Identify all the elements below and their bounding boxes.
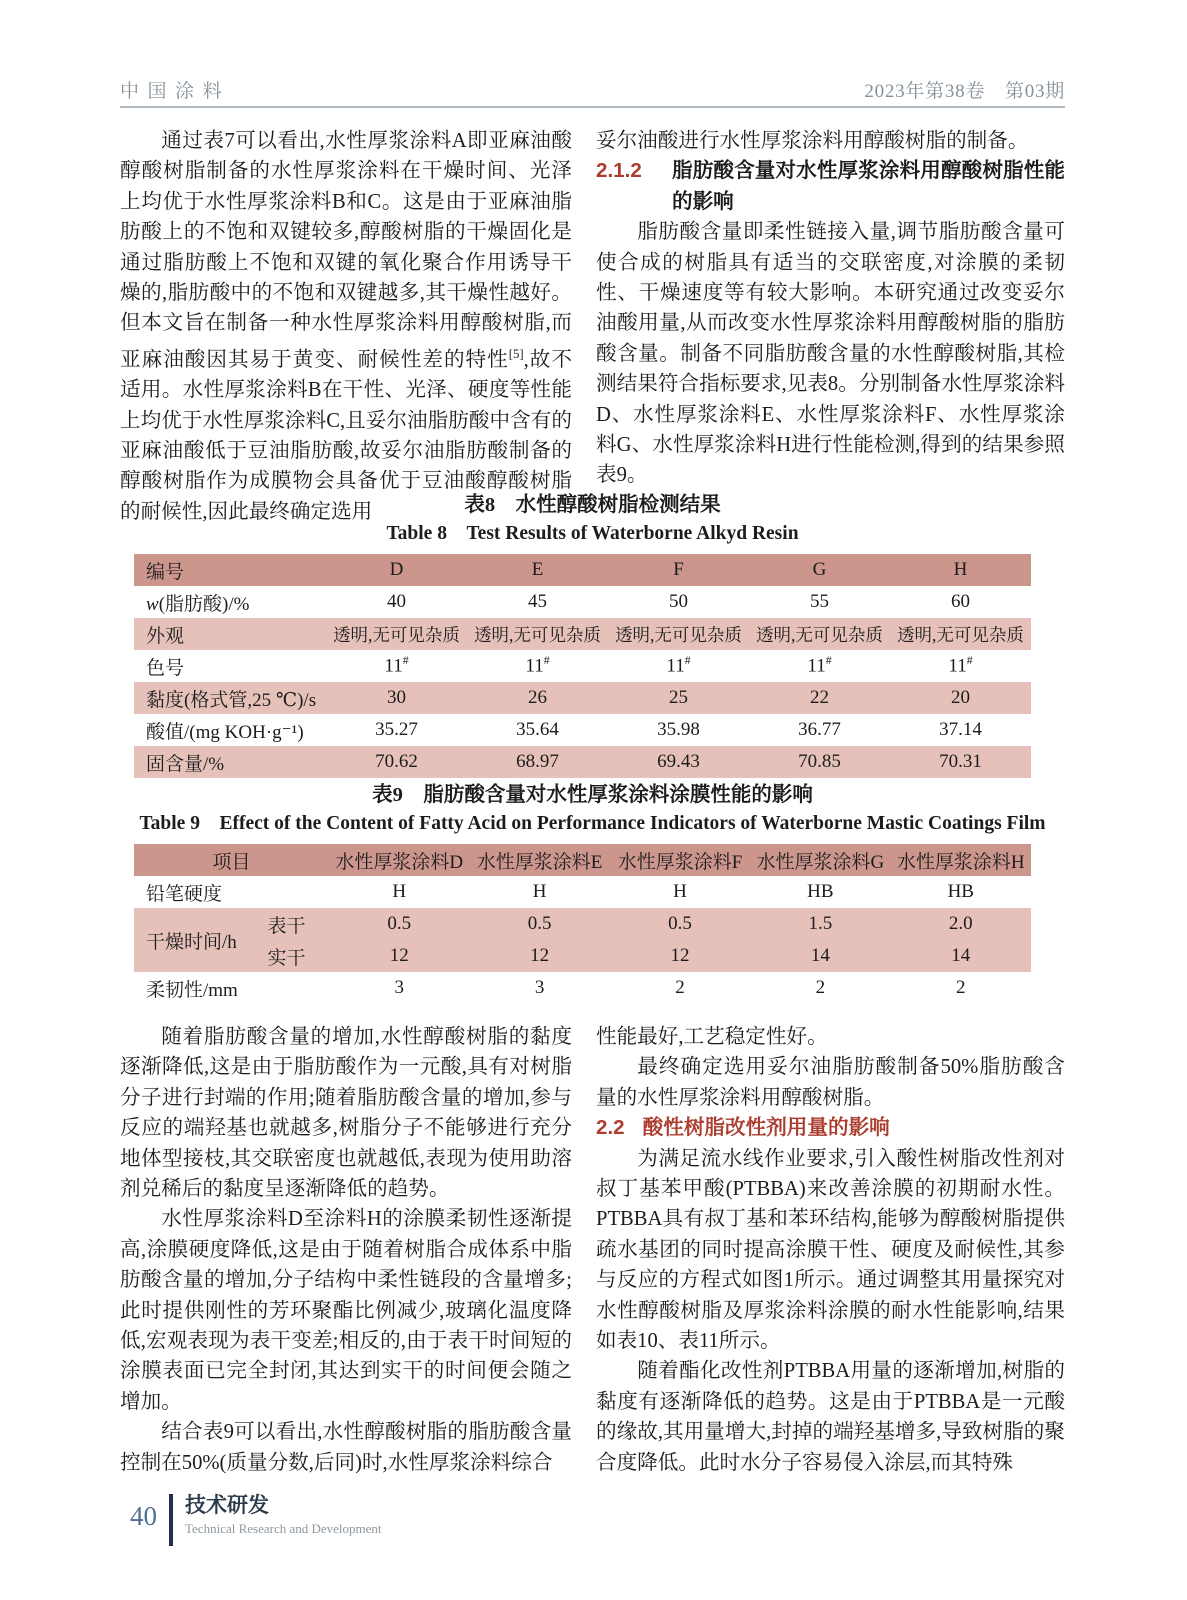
- table-cell: 70.31: [939, 751, 982, 772]
- table-row: [134, 908, 1031, 940]
- table-cell: 1.5: [808, 913, 833, 934]
- table-row: [134, 714, 1031, 746]
- table-cell: 69.43: [657, 751, 700, 772]
- table-cell: 45: [528, 591, 547, 612]
- footer-section-cn: 技术研发: [185, 1493, 269, 1517]
- table-cell: 透明,无可见杂质: [615, 624, 742, 645]
- column-header: 水性厚浆涂料F: [617, 851, 743, 873]
- table-cell: 11#: [807, 654, 832, 677]
- table-cell: 35.98: [657, 719, 700, 740]
- section-number: 2.1.2: [596, 159, 642, 183]
- table-cell: H: [532, 881, 547, 902]
- sub-row-label: 表干: [267, 915, 306, 937]
- table-cell: 35.64: [516, 719, 559, 740]
- paragraph: 妥尔油酸进行水性厚浆涂料用醇酸树脂的制备。: [596, 130, 1029, 152]
- row-label: w(脂肪酸)/%: [146, 593, 250, 615]
- table-cell: 11#: [384, 654, 409, 677]
- row-label: 干燥时间/h: [146, 931, 237, 953]
- page-number: 40: [130, 1501, 157, 1531]
- row-label: 外观: [146, 625, 185, 647]
- paragraph: [120, 126, 572, 527]
- table8-section: [120, 492, 1065, 778]
- column-header: 项目: [212, 851, 251, 873]
- paragraph: 为满足流水线作业要求,引入酸性树脂改性剂对叔丁基苯甲酸(PTBBA)来改善涂膜的初期耐水性。PTBBA具有叔丁基和苯环结构,能够为醇酸树脂提供疏水基团的同时提高涂膜干性、硬度及耐候性,其参与反应的方程式如图1所示。通过调整其用量探究对水性醇酸树脂及厚浆涂料涂膜的耐水性能影响,结果如表10、表11所示。: [596, 1147, 1065, 1353]
- table-cell: 3: [534, 977, 545, 998]
- table-row: [134, 586, 1031, 618]
- table-cell: 30: [387, 687, 406, 708]
- table-cell: 60: [951, 591, 970, 612]
- footer-divider-bar: [169, 1494, 173, 1546]
- paragraph: 随着脂肪酸含量的增加,水性醇酸树脂的黏度逐渐降低,这是由于脂肪酸作为一元酸,具有对树脂分子进行封端的作用;随着脂肪酸含量的增加,参与反应的端羟基也就越多,树脂分子不能够进行充分地体型接枝,其交联密度也就越低,表现为使用助溶剂兑稀后的黏度呈逐渐降低的趋势。: [120, 1026, 572, 1201]
- table-cell: 2: [815, 977, 826, 998]
- journal-title: 中国涂料: [120, 81, 231, 102]
- table-cell: HB: [807, 881, 834, 902]
- table-cell: 20: [951, 687, 970, 708]
- table-cell: F: [673, 559, 684, 580]
- table9-title-en: Table 9 Effect of the Content of Fatty Acid on Performance Indicators of Waterborne Mastic Coatings Film: [139, 813, 1046, 834]
- row-label: 酸值/(mg KOH·g⁻¹): [146, 721, 304, 743]
- column-header: 水性厚浆涂料D: [335, 851, 464, 873]
- table9-section: [120, 782, 1065, 1004]
- table-row: [134, 940, 1031, 972]
- table8-title-en: Table 8 Test Results of Waterborne Alkyd Resin: [386, 523, 799, 544]
- table-cell: HB: [947, 881, 974, 902]
- table-cell: 透明,无可见杂质: [897, 624, 1024, 645]
- paragraph: 结合表9可以看出,水性醇酸树脂的脂肪酸含量控制在50%(质量分数,后同)时,水性厚浆涂料综合: [120, 1421, 572, 1474]
- table-cell: 0.5: [527, 913, 552, 934]
- table-cell: 37.14: [939, 719, 982, 740]
- table-cell: 透明,无可见杂质: [474, 624, 601, 645]
- table-cell: 0.5: [668, 913, 692, 934]
- right-column-bottom: [596, 1022, 1065, 1478]
- table-cell: 50: [669, 591, 688, 612]
- table-row: [134, 682, 1031, 714]
- table9: [134, 844, 1031, 1004]
- table-row: [134, 618, 1031, 650]
- table-cell: 12: [670, 945, 690, 966]
- table-row: [134, 972, 1031, 1004]
- paragraph-text: 通过表7可以看出,水性厚浆涂料A即亚麻油酸醇酸树脂制备的水性厚浆涂料在干燥时间、光泽上均优于水性厚浆涂料B和C。这是由于亚麻油脂肪酸上的不饱和双键较多,醇酸树脂的干燥固化是通过脂肪酸上不饱和双键的氧化聚合作用诱导干燥的,脂肪酸中的不饱和双键越多,其干燥性越好。但本文旨在制备一种水性厚浆涂料用醇酸树脂,而亚麻油酸因其易于黄变、耐候性差的特性: [120, 130, 572, 371]
- bottom-columns: [120, 1022, 1065, 1478]
- left-column-top: [120, 126, 572, 527]
- table-cell: 68.97: [516, 751, 559, 772]
- row-label: 黏度(格式管,25 ℃)/s: [146, 689, 317, 711]
- table-cell: 透明,无可见杂质: [333, 624, 460, 645]
- paragraph-text: ,故不适用。水性厚浆涂料B在干性、光泽、硬度等性能上均优于水性厚浆涂料C,且妥尔油脂肪酸中含有的亚麻油酸低于豆油脂肪酸,故妥尔油脂肪酸制备的醇酸树脂作为成膜物会具备优于豆油酸醇酸树脂的耐候性,因此最终确定选用: [120, 348, 572, 523]
- table9-body: [134, 844, 1031, 1004]
- table-cell: E: [531, 559, 544, 580]
- table-cell: 11#: [666, 654, 691, 677]
- table-cell: H: [673, 881, 687, 902]
- table9-title-cn: 表9 脂肪酸含量对水性厚浆涂料涂膜性能的影响: [372, 784, 813, 806]
- section-title: 酸性树脂改性剂用量的影响: [642, 1117, 890, 1140]
- table-cell: 14: [951, 945, 971, 966]
- table-cell: H: [953, 559, 968, 580]
- header-rule: [120, 106, 1065, 108]
- table8-title-cn: 表8 水性醇酸树脂检测结果: [464, 494, 721, 516]
- table-row: [134, 876, 1031, 908]
- citation-superscript: [5]: [508, 346, 524, 361]
- table-cell: 14: [810, 945, 830, 966]
- footer-section-en: Technical Research and Development: [185, 1521, 382, 1536]
- table-cell: 2: [675, 977, 685, 998]
- top-columns: [120, 126, 1065, 527]
- table-row: [134, 650, 1031, 682]
- page-header: [120, 76, 1065, 103]
- row-label: 柔韧性/mm: [146, 979, 238, 1001]
- table-cell: 22: [810, 687, 829, 708]
- sub-row-label: 实干: [267, 947, 306, 969]
- table-cell: 26: [528, 687, 547, 708]
- table-cell: 70.85: [798, 751, 841, 772]
- table-cell: 55: [810, 591, 829, 612]
- column-header: 水性厚浆涂料G: [756, 851, 885, 873]
- table-cell: 0.5: [387, 913, 412, 934]
- paragraph: 性能最好,工艺稳定性好。: [596, 1026, 828, 1048]
- section-heading-2-1-2: [596, 156, 1065, 217]
- table-cell: 40: [387, 591, 406, 612]
- section-heading-2-2: [596, 1113, 1065, 1143]
- table-cell: 25: [669, 687, 688, 708]
- table-cell: 11#: [948, 654, 973, 677]
- table-cell: 70.62: [375, 751, 418, 772]
- table-cell: 3: [394, 977, 404, 998]
- table-cell: 2: [956, 977, 966, 998]
- table8: [134, 554, 1031, 778]
- row-label: 固含量/%: [146, 753, 225, 775]
- paragraph: 脂肪酸含量即柔性链接入量,调节脂肪酸含量可使合成的树脂具有适当的交联密度,对涂膜的柔韧性、干燥速度等有较大影响。本研究通过改变妥尔油酸用量,从而改变水性厚浆涂料用醇酸树脂的脂肪酸含量。制备不同脂肪酸含量的水性醇酸树脂,其检测结果符合指标要求,见表8。分别制备水性厚浆涂料D、水性厚浆涂料E、水性厚浆涂料F、水性厚浆涂料G、水性厚浆涂料H进行性能检测,得到的结果参照表9。: [596, 221, 1065, 487]
- table-cell: 2.0: [948, 913, 973, 934]
- paragraph: 随着酯化改性剂PTBBA用量的逐渐增加,树脂的黏度有逐渐降低的趋势。这是由于PTBBA是一元酸的缘故,其用量增大,封掉的端羟基增多,导致树脂的聚合度降低。此时水分子容易侵入涂层,而其特殊: [596, 1360, 1065, 1474]
- page-footer: [120, 1492, 382, 1546]
- column-header: 水性厚浆涂料E: [476, 851, 603, 873]
- table-cell: H: [392, 881, 407, 902]
- table-row: [134, 844, 1031, 876]
- table-row: [134, 746, 1031, 778]
- table-cell: 12: [530, 945, 550, 966]
- left-column-bottom: [120, 1022, 572, 1478]
- row-label: 编号: [146, 561, 185, 583]
- table-cell: 35.27: [375, 719, 418, 740]
- table-cell: D: [389, 559, 404, 580]
- column-header: 水性厚浆涂料H: [896, 851, 1025, 873]
- row-label: 色号: [146, 657, 185, 679]
- table-row: [134, 554, 1031, 586]
- paragraph: 最终确定选用妥尔油脂肪酸制备50%脂肪酸含量的水性厚浆涂料用醇酸树脂。: [596, 1056, 1065, 1109]
- paragraph: 水性厚浆涂料D至涂料H的涂膜柔韧性逐渐提高,涂膜硬度降低,这是由于随着树脂合成体系中脂肪酸含量的增加,分子结构中柔性链段的含量增多;此时提供刚性的芳环聚酯比例减少,玻璃化温度降低,宏观表现为表干变差;相反的,由于表干时间短的涂膜表面已完全封闭,其达到实干的时间便会随之增加。: [120, 1208, 572, 1413]
- issue-info: 2023年第38卷 第03期: [864, 81, 1065, 102]
- section-number: 2.2: [596, 1116, 625, 1140]
- table-cell: G: [812, 559, 827, 580]
- right-column-top: [596, 126, 1065, 527]
- table-cell: 11#: [525, 654, 550, 677]
- table8-body: [134, 554, 1031, 778]
- footer-section: [185, 1492, 382, 1537]
- table-cell: 透明,无可见杂质: [756, 624, 883, 645]
- section-title: 脂肪酸含量对水性厚浆涂料用醇酸树脂性能的影响: [672, 160, 1065, 213]
- row-label: 铅笔硬度: [146, 883, 223, 905]
- table-cell: 12: [389, 945, 409, 966]
- table-cell: 36.77: [798, 719, 841, 740]
